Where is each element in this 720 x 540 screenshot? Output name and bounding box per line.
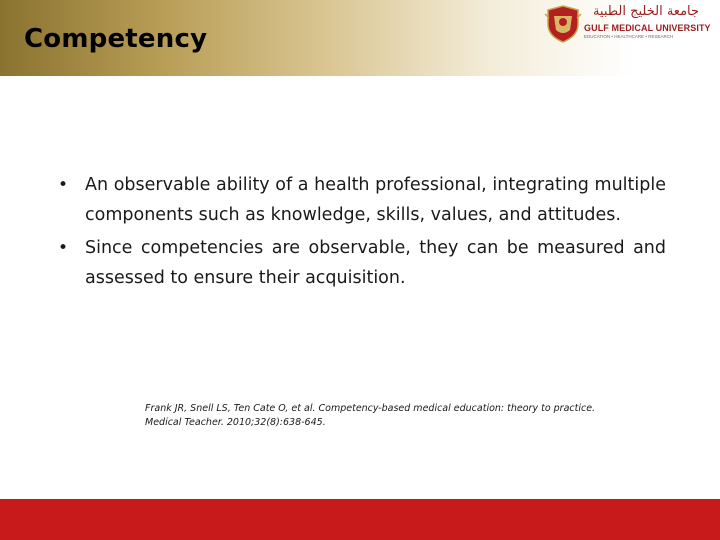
university-emblem-icon bbox=[544, 4, 582, 44]
university-logo bbox=[544, 4, 712, 44]
bullet-item bbox=[58, 233, 666, 293]
bullet-text: Since competencies are observable, they can be measured and assessed to ensure their acquisition. bbox=[85, 238, 666, 288]
bullet-list bbox=[58, 170, 666, 296]
bullet-dot-icon: • bbox=[58, 238, 69, 258]
logo-university-name: GULF MEDICAL UNIVERSITY bbox=[584, 23, 711, 33]
slide-title: Competency bbox=[24, 24, 208, 54]
logo-arabic-name: جامعة الخليج الطبية bbox=[592, 4, 700, 19]
bullet-text: An observable ability of a health professional, integrating multiple components such as knowledge, skills, values, and attitudes. bbox=[85, 175, 666, 225]
slide-header bbox=[0, 0, 720, 76]
bullet-item bbox=[58, 170, 666, 230]
reference-citation: Frank JR, Snell LS, Ten Cate O, et al. Competency-based medical education: theory to practice. Medical Teacher. 2010;32(8):638-645. bbox=[145, 403, 596, 428]
logo-tagline: EDUCATION • HEALTHCARE • RESEARCH bbox=[584, 34, 674, 39]
footer-bar bbox=[0, 499, 720, 540]
bullet-dot-icon: • bbox=[58, 175, 69, 195]
